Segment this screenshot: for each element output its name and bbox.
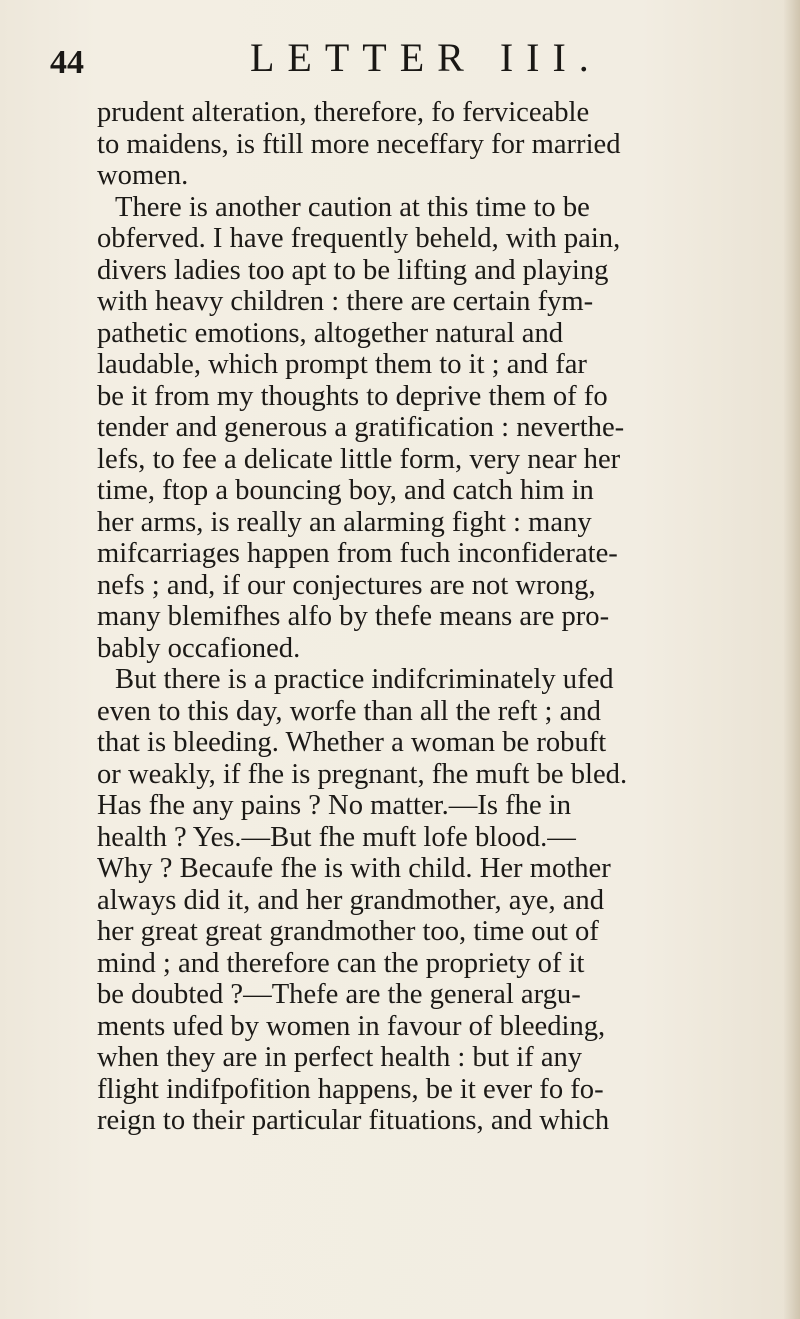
text-line: flight indifpofition happens, be it ever fo fo- xyxy=(97,1073,604,1105)
text-line: her arms, is really an alarming fight : many xyxy=(97,506,592,538)
text-line: when they are in perfect health : but if any xyxy=(97,1042,583,1073)
text-line: lefs, to fee a delicate little form, very near her xyxy=(97,443,621,475)
text-line: health ? Yes.—But fhe muft lofe blood.— xyxy=(97,821,576,853)
text-line: But there is a practice indifcriminately ufed xyxy=(115,664,614,695)
text-line: to maidens, is ftill more neceffary for married xyxy=(97,128,621,160)
text-line: Has fhe any pains ? No matter.—Is fhe in xyxy=(97,790,572,821)
text-line: nefs ; and, if our conjectures are not wrong, xyxy=(97,569,596,601)
text-line: prudent alteration, therefore, fo ferviceable xyxy=(97,97,590,128)
text-line: There is another caution at this time to be xyxy=(115,191,590,223)
text-line: her great great grandmother too, time out of xyxy=(97,916,599,947)
page-header xyxy=(50,30,770,80)
running-head: LETTER III. xyxy=(250,35,602,80)
text-line: mind ; and therefore can the propriety of it xyxy=(97,947,585,979)
text-line: ments ufed by women in favour of bleeding, xyxy=(97,1010,606,1042)
text-line: Why ? Becaufe fhe is with child. Her mother xyxy=(97,853,611,884)
text-line: pathetic emotions, altogether natural and xyxy=(97,317,564,349)
text-line: that is bleeding. Whether a woman be robuft xyxy=(97,727,607,758)
body-text xyxy=(97,97,800,1137)
text-line: be it from my thoughts to deprive them of fo xyxy=(97,380,608,412)
text-line: always did it, and her grandmother, aye, and xyxy=(97,884,605,916)
text-line: or weakly, if fhe is pregnant, fhe muft be bled. xyxy=(97,758,628,790)
text-line: tender and generous a gratification : neverthe- xyxy=(97,412,625,443)
text-line: even to this day, worfe than all the reft ; and xyxy=(97,695,601,727)
text-line: reign to their particular fituations, and which xyxy=(97,1105,610,1136)
text-line: time, ftop a bouncing boy, and catch him in xyxy=(97,475,594,506)
text-line: with heavy children : there are certain fym- xyxy=(97,286,594,317)
text-line: many blemifhes alfo by thefe means are pro- xyxy=(97,601,610,632)
text-line: obferved. I have frequently beheld, with pain, xyxy=(97,223,621,254)
text-line: bably occafioned. xyxy=(97,632,301,664)
text-line: laudable, which prompt them to it ; and far xyxy=(97,349,587,380)
text-line: mifcarriages happen from fuch inconfiderate- xyxy=(97,538,618,569)
text-line: divers ladies too apt to be lifting and playing xyxy=(97,254,609,286)
text-line: be doubted ?—Thefe are the general argu- xyxy=(97,979,581,1010)
text-line: women. xyxy=(97,160,189,191)
page-number: 44 xyxy=(50,44,84,81)
